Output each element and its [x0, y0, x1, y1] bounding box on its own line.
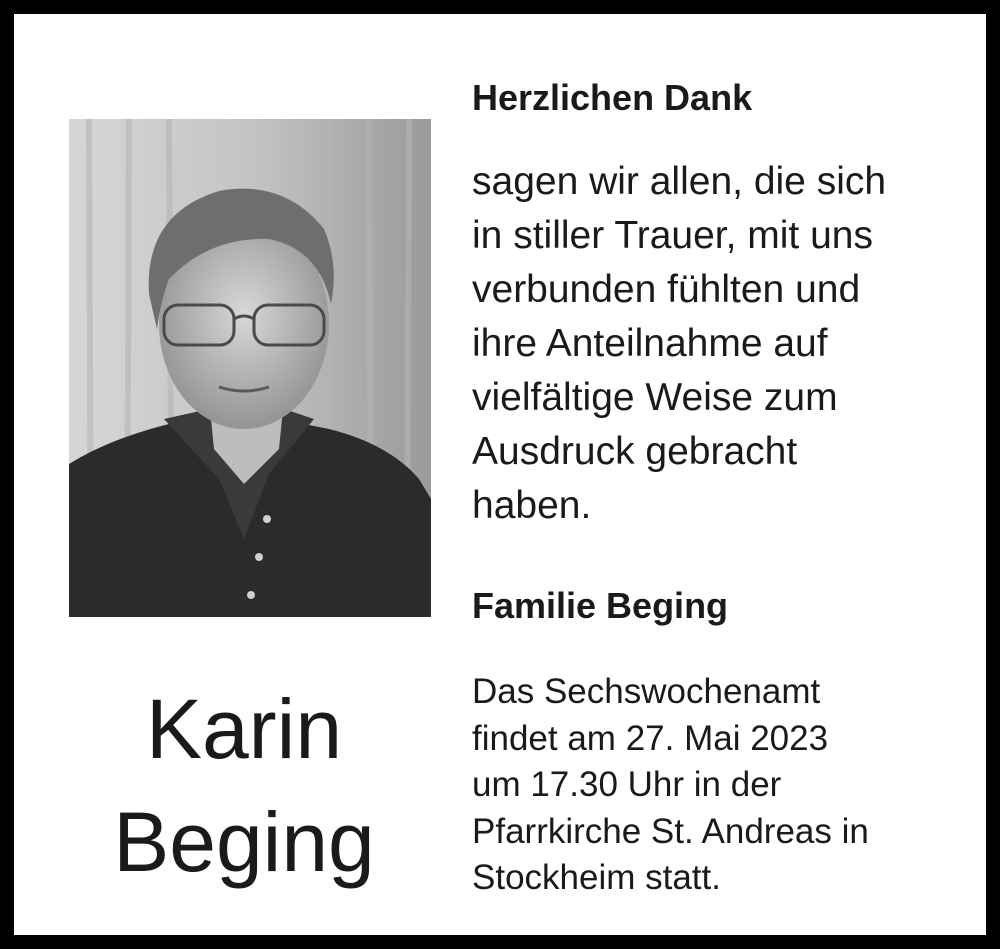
- notice-line: Das Sechswochenamt: [472, 672, 821, 711]
- thanks-line: vielfältige Weise zum: [472, 376, 838, 419]
- memorial-service-notice: [472, 669, 992, 902]
- thanks-text: [472, 155, 992, 533]
- thanks-line: verbunden fühlten und: [472, 268, 861, 311]
- thanks-line: sagen wir allen, die sich: [472, 160, 887, 203]
- notice-line: findet am 27. Mai 2023: [472, 718, 829, 758]
- thanks-line: ihre Anteilnahme auf: [472, 322, 828, 365]
- deceased-first-name: Karin: [145, 682, 343, 776]
- thanks-line: Ausdruck gebracht: [472, 430, 798, 473]
- deceased-last-name: Beging: [113, 795, 375, 889]
- portrait-photo: [69, 119, 431, 617]
- notice-line: um 17.30 Uhr in der: [472, 765, 782, 804]
- thanks-line: haben.: [472, 484, 592, 527]
- notice-line: Stockheim statt.: [472, 858, 721, 897]
- thanks-line: in stiller Trauer, mit uns: [472, 214, 873, 257]
- family-signature: Familie Beging: [472, 585, 729, 626]
- thanks-heading: Herzlichen Dank: [472, 77, 753, 118]
- notice-line: Pfarrkirche St. Andreas in: [472, 811, 869, 851]
